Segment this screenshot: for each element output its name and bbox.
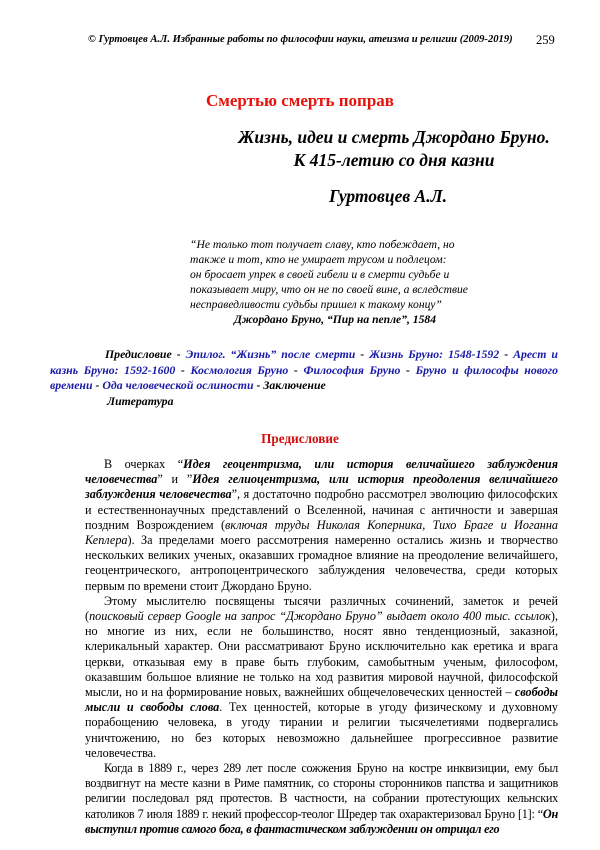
subtitle <box>94 126 600 172</box>
epigraph-line: также и тот, кто не умирает трусом и подлецом: <box>190 253 447 266</box>
toc-link-arrest[interactable]: Арест и казнь Бруно: 1592-1600 <box>50 347 558 377</box>
page-number: 259 <box>536 33 555 47</box>
epigraph-line: показывает миру, что он не по своей вине, а вследствие <box>190 283 468 296</box>
italic-note: поисковый сервер Google на запрос “Джордано Бруно” выдает около 400 тыс. ссылок <box>89 609 551 624</box>
text-run: . Тех ценностей, которые в угоду физическому и духовному порабощению человека, в угоду тирании и религии тысячелетиями подвергались уничтожению, но без которых невозможно дальнейшее прогрессивное развитие человечества. <box>85 700 558 760</box>
toc-literature: Литература <box>107 393 174 408</box>
toc-link-life[interactable]: Жизнь Бруно: 1548-1592 <box>369 347 500 361</box>
toc-link-epilog[interactable]: Эпилог. “Жизнь” после смерти <box>185 347 356 361</box>
essay-title-heliocentrism: Идея гелиоцентризма, или история преодоления величайшего заблуждения человечества <box>85 472 558 502</box>
paragraph-2 <box>85 594 558 761</box>
epigraph-line: он бросает упрек в своей гибели и в смерти судьбе и <box>190 268 450 281</box>
epigraph-line: “Не только тот получает славу, кто побеждает, но <box>190 238 455 251</box>
main-title: Смертью смерть поправ <box>206 91 394 110</box>
emphasis-freedom: свободы мысли и свободы слова <box>85 685 558 715</box>
text-run: Когда в 1889 г., через 289 лет после сожжения Бруно на костре инквизиции, ему был воздвигнут на месте казни в Риме памятник, со стороны сторонников папства и защитников религии последовал ряд протестов. В частности, на собрании протестующих кельнских католиков 7 июля 1889 г. некий профессор-теолог Шредер так охарактеризовал Бруно [1]: “ <box>85 761 558 821</box>
text-run: ). За пределами моего рассмотрения намеренно остались жизнь и творчество нескольких великих ученых, оказавших громадное влияние на преодоление величайшего, геоцентрического, антропоцентрического заблуждения человечества, среди которых первым по времени стоит Джордано Бруно. <box>85 533 558 593</box>
italic-note: включая труды Николая Коперника, Тихо Браге и Иоганна Кеплера <box>85 517 558 548</box>
toc-separator: - <box>175 362 191 377</box>
body-text <box>85 457 558 837</box>
text-run: ), но многие из них, если не большинство, носят явно тенденциозный, заказной, клерикальный характер. Они рассматривают Бруно исключительно как еретика и врага церкви, отказывая ему в праве быть глубоким, самобытным ученым, философом, оказавшим большое влияние не только на ход развития мировой научной, философской мысли, но и на формирование новых, важнейших общечеловеческих ценностей – <box>85 609 558 700</box>
toc-separator: - <box>355 347 370 361</box>
epigraph <box>190 237 520 327</box>
toc-intro: Предисловие <box>105 347 172 361</box>
paragraph-1 <box>85 457 558 594</box>
epigraph-signature: Джордано Бруно, “Пир на пепле”, 1584 <box>234 313 436 326</box>
section-title: Предисловие <box>261 431 339 446</box>
toc-conclusion: Заключение <box>263 378 326 392</box>
toc-separator: - <box>253 378 264 392</box>
toc-separator: - <box>400 362 416 377</box>
author: Гуртовцев А.Л. <box>329 186 447 206</box>
toc-separator: - <box>288 362 304 377</box>
epigraph-line: несправедливости судьбы пришел к такому концу” <box>190 298 442 311</box>
running-title: © Гуртовцев А.Л. Избранные работы по философии науки, атеизма и религии (2009-2019) <box>88 34 513 45</box>
text-run: В очерках “ <box>104 457 184 471</box>
text-run: Этому мыслителю посвящены тысячи различных сочинений, заметок и речей ( <box>85 593 558 624</box>
table-of-contents <box>50 347 558 409</box>
toc-separator: - <box>499 347 514 361</box>
text-run: ”, я достаточно подробно рассмотрел эволюцию философских и естественнонаучных представлений о Вселенной, начиная с античности и завершая поздним Возрождением ( <box>85 487 558 532</box>
quote-bold: Он выступил против самого бога, в фантастическом заблуждении он отрицал его <box>85 806 558 836</box>
toc-link-cosmology[interactable]: Космология Бруно <box>190 362 289 377</box>
toc-separator: - <box>171 347 186 361</box>
text-run: ” и ” <box>157 472 193 487</box>
toc-link-philosophy[interactable]: Философия Бруно <box>303 362 401 377</box>
toc-link-ode[interactable]: Ода человеческой ослиности <box>102 378 254 392</box>
toc-separator: - <box>92 378 103 392</box>
toc-link-philosophers[interactable]: Бруно и философы нового времени <box>50 362 559 392</box>
subtitle-line-1: Жизнь, идеи и смерть Джордано Бруно. <box>238 127 550 147</box>
paragraph-3 <box>85 761 558 837</box>
subtitle-line-2: К 415-летию со дня казни <box>293 150 495 170</box>
essay-title-geocentrism: Идея геоцентризма, или история величайшего заблуждения человечества <box>85 457 558 487</box>
